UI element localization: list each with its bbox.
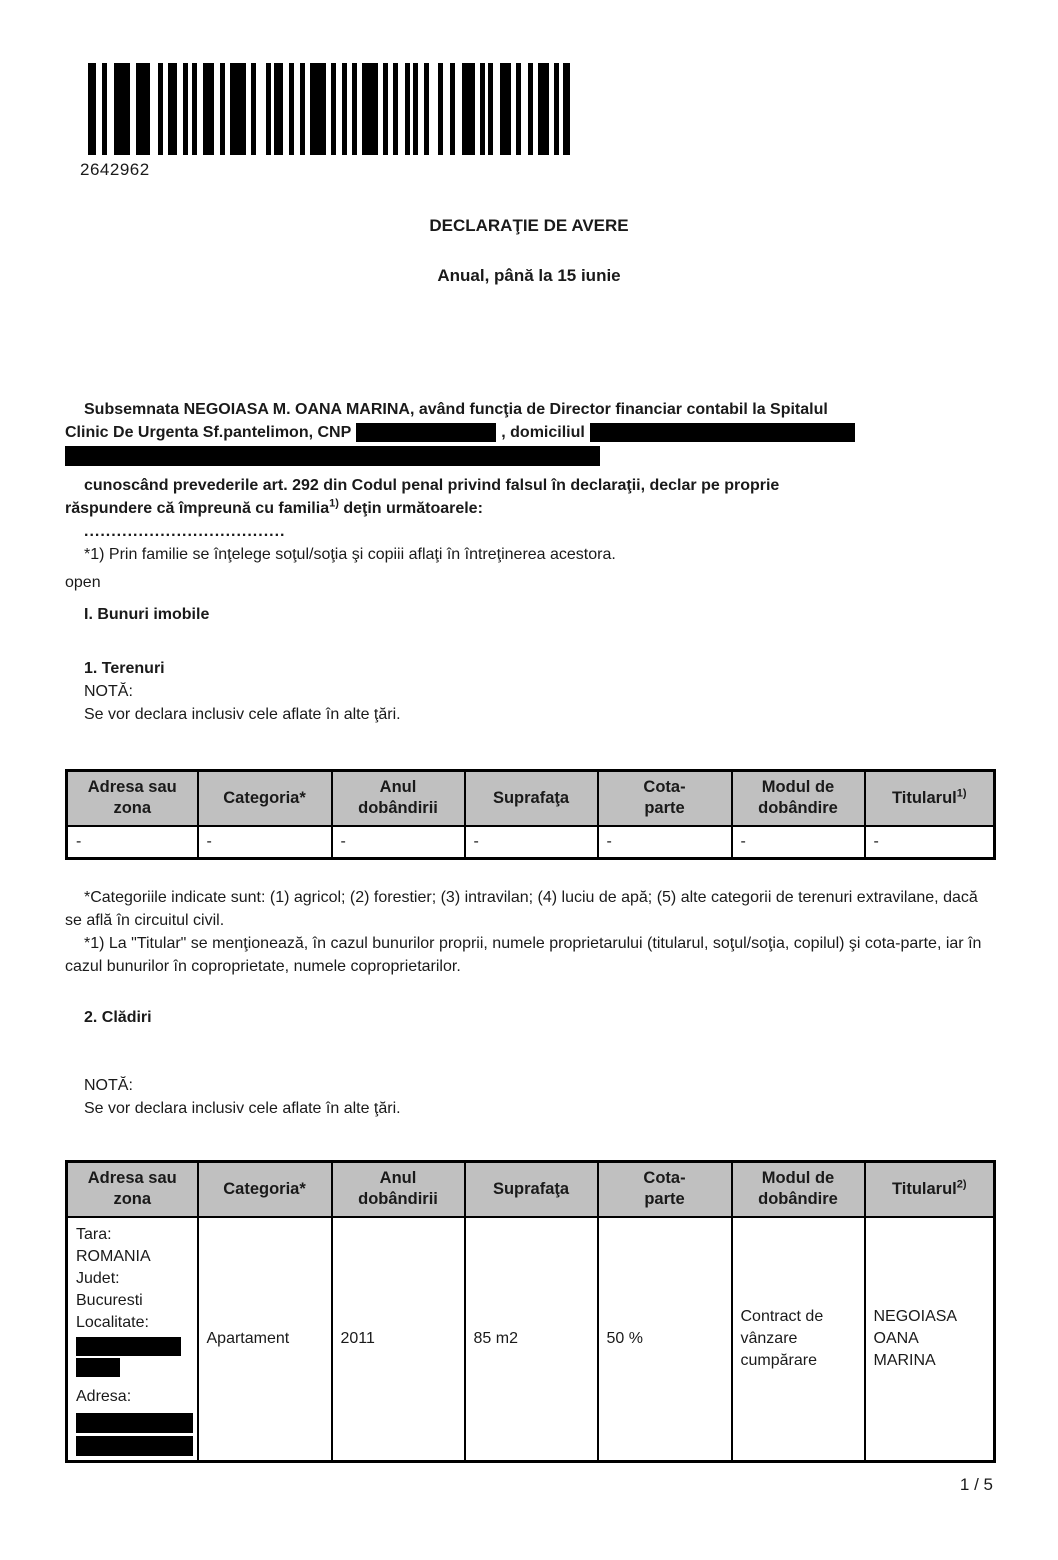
cell-adresa-zona [67,1217,198,1462]
document-title: DECLARAŢIE DE AVERE [429,216,629,235]
document-subtitle: Anual, până la 15 iunie [437,266,621,285]
col-header-anul: Anul dobândirii [332,1162,465,1217]
terenuri-table [65,769,996,860]
section-heading-terenuri: 1. Terenuri [84,660,165,677]
col-header-suprafata: Suprafaţa [465,771,598,826]
cell-titular: NEGOIASA OANA MARINA [865,1217,995,1462]
nota-text: Se vor declara inclusiv cele aflate în alte ţări. [84,1100,401,1117]
col-header-cota: Cota-parte [598,1162,732,1217]
adresa-redaction-bar-2 [76,1436,193,1456]
cladiri-nota [84,1074,993,1120]
tara-label: Tara: [76,1225,112,1243]
titular-footnote: *1) La "Titular" se menţionează, în cazul bunurilor proprii, numele proprietarului (titularul, soţul/soţia, copilul) şi cota-parte, iar în cazul bunurilor în coproprietate, numele coproprietarilor. [65,935,982,975]
dotted-line: ..................................... [84,523,286,540]
terenuri-empty-row [67,826,995,859]
section-heading-cladiri: 2. Clădiri [84,1009,152,1026]
cell-modul: Contract de vânzare cumpărare [732,1217,865,1462]
open-text: open [65,574,101,591]
localitate-label: Localitate: [76,1313,149,1331]
intro-line1: Subsemnata NEGOIASA M. OANA MARINA, având funcţia de Director financiar contabil la Spitalul [84,401,828,418]
intro-line2-between: , domiciliul [501,424,585,441]
cell-anul: 2011 [332,1217,465,1462]
cell-categoria: Apartament [198,1217,332,1462]
document-page [0,63,1058,1560]
family-footnote: *1) Prin familie se înţelege soţul/soţia şi copiii aflaţi în întreţinerea acestora. [84,546,616,563]
terenuri-nota [84,680,993,726]
categories-footnote: *Categoriile indicate sunt: (1) agricol; (2) forestier; (3) intravilan; (4) luciu de apă; (5) alte categorii de terenuri extravilane, dacă se află în circuitul civil. [65,889,978,929]
cladiri-data-row [67,1217,995,1462]
col-header-adresa: Adresa sau zona [67,771,198,826]
col-header-anul: Anul dobândirii [332,771,465,826]
adresa-redaction-bar [76,1413,193,1433]
judet-value: Bucuresti [76,1291,143,1309]
page-indicator: 1 / 5 [959,1474,993,1494]
localitate-redaction-bar-2 [76,1358,120,1377]
domiciliu-redaction-bar [590,423,855,442]
terenuri-footnotes [65,886,993,978]
col-header-modul: Modul de dobândire [732,771,865,826]
declaration-paragraph [65,474,993,520]
col-header-titular: Titularul$^{1)}$ [865,771,995,826]
empty-cell-cota: - [598,826,732,859]
cnp-redaction-bar [356,423,496,442]
nota-label: NOTĂ: [84,683,133,700]
nota-label: NOTĂ: [84,1077,133,1094]
col-header-titular: Titularul$^{2)}$ [865,1162,995,1217]
col-header-categoria: Categoria* [198,771,332,826]
footnote-ref-1: 1) [329,497,339,510]
empty-cell-suprafata: - [465,826,598,859]
declaration-line1: cunoscând prevederile art. 292 din Codul penal privind falsul în declaraţii, declar pe proprie [84,477,780,494]
nota-text: Se vor declara inclusiv cele aflate în alte ţări. [84,706,401,723]
section-heading-bunuri-imobile: I. Bunuri imobile [84,606,210,623]
localitate-redaction-bar [76,1337,181,1356]
titular-footnote-ref: 1) [956,787,967,800]
cladiri-header-row [67,1162,995,1217]
cell-cota: 50 % [598,1217,732,1462]
empty-cell-titular: - [865,826,995,859]
judet-label: Judet: [76,1269,120,1287]
empty-cell-categoria: - [198,826,332,859]
empty-cell-modul: - [732,826,865,859]
adresa-label: Adresa: [76,1387,132,1405]
empty-cell-anul: - [332,826,465,859]
col-header-cota: Cota-parte [598,771,732,826]
barcode-number: 2642962 [80,160,150,179]
intro-line2-before-cnp: Clinic De Urgenta Sf.pantelimon, CNP [65,424,352,441]
col-header-suprafata: Suprafaţa [465,1162,598,1217]
declaration-line2-after-sup: deţin următoarele: [338,500,483,517]
barcode-block [80,63,993,181]
tara-value: ROMANIA [76,1247,151,1265]
col-header-modul: Modul de dobândire [732,1162,865,1217]
address-redaction-bar [65,446,600,466]
intro-paragraph [65,398,993,467]
col-header-adresa: Adresa sau zona [67,1162,198,1217]
cell-suprafata: 85 m2 [465,1217,598,1462]
cladiri-table [65,1160,996,1463]
empty-cell-adresa: - [67,826,198,859]
titular-footnote-ref: 2) [956,1178,967,1191]
barcode-image [88,63,570,155]
declaration-line2-before-sup: răspundere că împreună cu familia [65,500,330,517]
col-header-categoria: Categoria* [198,1162,332,1217]
terenuri-header-row [67,771,995,826]
